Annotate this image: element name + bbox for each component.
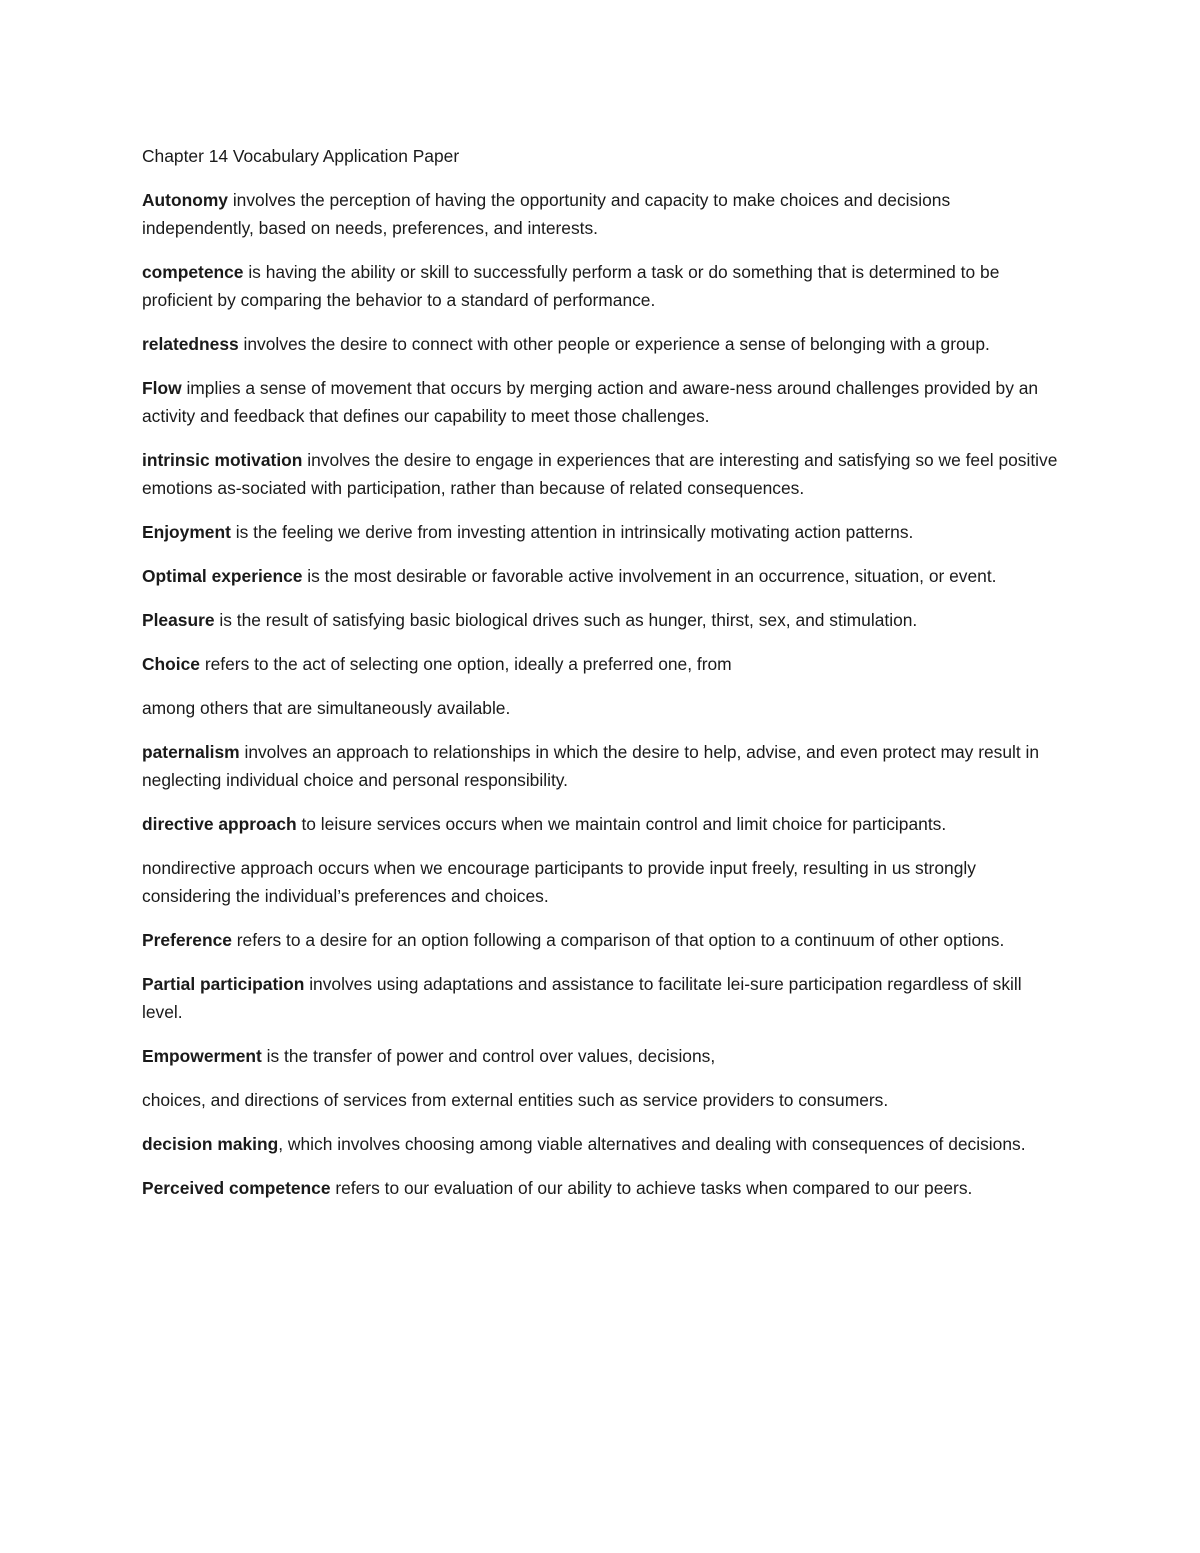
paragraph-preference bbox=[142, 926, 1062, 954]
paragraph-paternalism bbox=[142, 738, 1062, 794]
definition: to leisure services occurs when we maintain control and limit choice for participants. bbox=[296, 814, 947, 834]
definition: refers to the act of selecting one option, ideally a preferred one, from bbox=[199, 654, 732, 674]
definition: implies a sense of movement that occurs by merging action and aware-ness around challenges provided by an activity and feedback that defines our capability to meet those challenges. bbox=[142, 378, 1039, 426]
term: decision making bbox=[142, 1134, 279, 1154]
paragraph-directive-approach bbox=[142, 810, 1062, 838]
paragraph-autonomy bbox=[142, 186, 1062, 242]
term: Enjoyment bbox=[142, 522, 231, 542]
paragraph-empowerment-continued bbox=[142, 1086, 1062, 1114]
paragraph-partial-participation bbox=[142, 970, 1062, 1026]
definition: involves the desire to engage in experiences that are interesting and satisfying so we feel positive emotions as-sociated with participation, rather than because of related consequences. bbox=[142, 450, 1058, 498]
term: intrinsic motivation bbox=[142, 450, 303, 470]
definition: among others that are simultaneously available. bbox=[142, 698, 511, 718]
paragraph-relatedness bbox=[142, 330, 1062, 358]
paragraph-nondirective-approach bbox=[142, 854, 1062, 910]
paragraph-pleasure bbox=[142, 606, 1062, 634]
definition: refers to a desire for an option following a comparison of that option to a continuum of other options. bbox=[231, 930, 1005, 950]
definition: is the transfer of power and control over values, decisions, bbox=[261, 1046, 716, 1066]
definition: is having the ability or skill to successfully perform a task or do something that is determined to be proficient by comparing the behavior to a standard of performance. bbox=[142, 262, 1000, 310]
term: Partial participation bbox=[142, 974, 305, 994]
paragraph-flow bbox=[142, 374, 1062, 430]
definition: nondirective approach occurs when we encourage participants to provide input freely, resulting in us strongly considering the individual’s preferences and choices. bbox=[142, 858, 976, 906]
document-body bbox=[142, 142, 1062, 1218]
paragraph-intrinsic-motivation bbox=[142, 446, 1062, 502]
paragraph-empowerment bbox=[142, 1042, 1062, 1070]
term: directive approach bbox=[142, 814, 297, 834]
definition: refers to our evaluation of our ability to achieve tasks when compared to our peers. bbox=[330, 1178, 973, 1198]
term: Choice bbox=[142, 654, 200, 674]
paragraph-choice-continued bbox=[142, 694, 1062, 722]
definition: involves the perception of having the opportunity and capacity to make choices and decisions independently, based on needs, preferences, and interests. bbox=[142, 190, 951, 238]
paragraph-choice bbox=[142, 650, 1062, 678]
definition: involves the desire to connect with other people or experience a sense of belonging with a group. bbox=[238, 334, 990, 354]
term: competence bbox=[142, 262, 244, 282]
definition: is the feeling we derive from investing attention in intrinsically motivating action patterns. bbox=[230, 522, 914, 542]
term: Perceived competence bbox=[142, 1178, 331, 1198]
definition: involves an approach to relationships in which the desire to help, advise, and even protect may result in neglecting individual choice and personal responsibility. bbox=[142, 742, 1040, 790]
document-title: Chapter 14 Vocabulary Application Paper bbox=[142, 146, 460, 166]
definition: choices, and directions of services from external entities such as service providers to consumers. bbox=[142, 1090, 889, 1110]
term: Empowerment bbox=[142, 1046, 262, 1066]
term: paternalism bbox=[142, 742, 240, 762]
paragraph-perceived-competence bbox=[142, 1174, 1062, 1202]
definition: is the most desirable or favorable active involvement in an occurrence, situation, or event. bbox=[302, 566, 997, 586]
definition: , which involves choosing among viable alternatives and dealing with consequences of decisions. bbox=[278, 1134, 1026, 1154]
paragraph-optimal-experience bbox=[142, 562, 1062, 590]
term: Optimal experience bbox=[142, 566, 303, 586]
term: Flow bbox=[142, 378, 182, 398]
paragraph-decision-making bbox=[142, 1130, 1062, 1158]
term: Preference bbox=[142, 930, 232, 950]
paragraph-competence bbox=[142, 258, 1062, 314]
term: Pleasure bbox=[142, 610, 215, 630]
paragraph-enjoyment bbox=[142, 518, 1062, 546]
term: relatedness bbox=[142, 334, 239, 354]
definition: involves using adaptations and assistance to facilitate lei-sure participation regardless of skill level. bbox=[142, 974, 1022, 1022]
definition: is the result of satisfying basic biological drives such as hunger, thirst, sex, and stimulation. bbox=[214, 610, 918, 630]
term: Autonomy bbox=[142, 190, 228, 210]
